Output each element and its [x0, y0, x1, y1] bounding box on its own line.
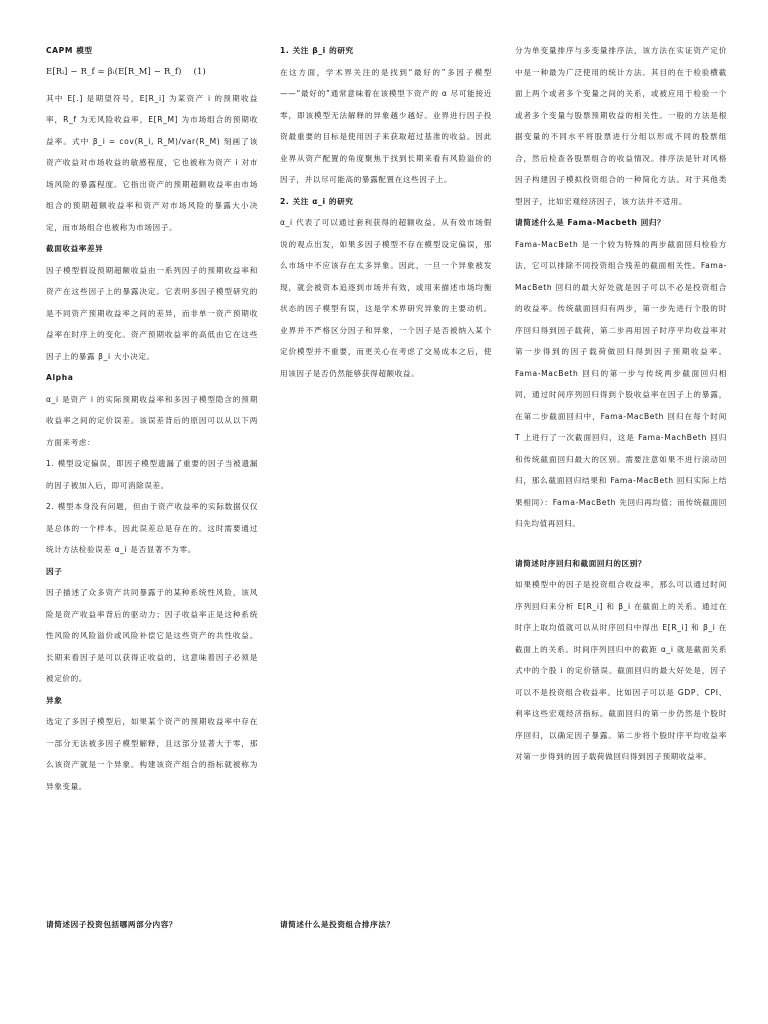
alpha-heading: Alpha [46, 373, 74, 382]
regression-difference-description: 如果模型中的因子是投资组合收益率，那么可以通过时间序列回归来分析 E[R_i] 和 β_i 在截面上的关系。通过在时序上取均值就可以从时序回归中得出 E[R_i] 和 β_i 在截面上的关系。时间序列回归中的截距 α_i 就是截面关系式中的个股 i 的定价错误。截面回归的最大好处是，因子可以不是投资组合收益率。比如因子可以是 GDP、CPI、利率这些宏观经济指标。截面回归的第一步仍然是个股时序回归，以确定因子暴露。第二步将个股时序平均收益率对第一步得到的因子载荷做回归得到因子预期收益率。 [515, 580, 727, 761]
sorting-method-description: 分为单变量排序与多变量排序法，该方法在实证资产定价中是一种最为广泛使用的统计方法。其目的在于检验横截面上两个或者多个变量之间的关系，或被应用于检验一个或者多个变量与股票预期收益的相关性。一般的方法是根据变量的不同水平将股票进行分组以形成不同的股票组合，然后检查各股票组合的收益情况。排序法是针对风格因子构建因子模拟投资组合的一种简化方法。对于其他类型因子，比如宏观经济因子，该方法并不适用。 [515, 46, 727, 206]
cross-section-description: 因子模型假设预期超额收益由一系列因子的预期收益率和资产在这些因子上的暴露决定。它表明多因子模型研究的是不同资产预期收益率之间的差异，而非单一资产预期收益率在时序上的变化。资产预期收益率的高低由它在这些因子上的暴露 β_i 大小决定。 [46, 265, 258, 361]
fama-macbeth-heading: 请简述什么是 Fama-Macbeth 回归？ [515, 218, 666, 227]
column-left [46, 40, 258, 797]
capm-formula-number: (1) [193, 65, 206, 76]
capm-description: 其中 E[.] 是期望符号，E[R_i] 为某资产 i 的预期收益率，R_f 为无风险收益率，E[R_M] 为市场组合的预期收益率。式中 β_i = cov(R_i, R_M)/var(R_M) 刻画了该资产收益对市场收益的敏感程度，它也被称为资产 i 对市场风险的暴露程度。它指出资产的预期超额收益率由市场组合的预期超额收益率和资产对市场风险的暴露大小决定，而市场组合也被称为市场因子。 [46, 93, 258, 232]
question-portfolio-sorting: 请简述什么是投资组合排序法？ [280, 920, 395, 929]
cross-section-heading: 截面收益率差异 [46, 244, 104, 253]
alpha-description: α_i 是资产 i 的实际预期收益率和多因子模型隐含的预期收益率之间的定价误差。该误差背后的原因可以从以下两方面来考虑： [46, 394, 258, 447]
anomaly-description: 选定了多因子模型后，如果某个资产的预期收益率中存在一部分无法被多因子模型解释，且这部分显著大于零，那么该资产就是一个异象。构建该资产组合的指标就被称为异象变量。 [46, 717, 258, 791]
beta-research-description: 在这方面，学术界关注的是找到“最好的”多因子模型 ——“最好的”通常意味着在该模型下资产的 α 尽可能接近零，即该模型无法解释的异象越少越好。业界进行因子投资最重要的目标是使用因子来获取超过基准的收益。因此业界从资产配置的角度聚焦于找到长期来看有风险溢价的因子，并以尽可能高的暴露配置在这些因子上。 [280, 67, 492, 184]
factor-description: 因子描述了众多资产共同暴露于的某种系统性风险，该风险是资产收益率背后的驱动力；因子收益率正是这种系统性风险的风险溢价或风险补偿它是这些资产的共性收益。长期来看因子是可以获得正收益的，这意味着因子必须是被定价的。 [46, 588, 258, 683]
anomaly-heading: 异象 [46, 695, 63, 705]
alpha-research-heading: 2. 关注 α_i 的研究 [280, 196, 354, 206]
regression-difference-heading: 请简述时序回归和截面回归的区别？ [515, 558, 647, 568]
column-middle [280, 40, 492, 384]
column-right [515, 40, 727, 768]
capm-formula [46, 62, 206, 80]
alpha-point-2: 2. 模型本身没有问题，但由于资产收益率的实际数据仅仅是总体的一个样本，因此误差总是存在的。这时需要通过统计方法检验误差 α_i 是否显著不为零。 [46, 502, 258, 554]
capm-heading: CAPM 模型 [46, 46, 93, 55]
alpha-research-description: α_i 代表了可以通过套利获得的超额收益。从有效市场假说的观点出发，如果多因子模型不存在模型设定偏误，那么市场中不应该存在太多异象。因此，一旦一个异象被发现，就会被资本追逐到市场并有效，或用来描述市场均衡状态的因子模型有误，这是学术界研究异象的主要动机。业界并不严格区分因子和异象，一个因子是否被纳入某个定价模型并不重要，而更关心在考虑了交易成本之后，使用该因子是否仍然能够获得超额收益。 [280, 218, 492, 378]
beta-research-heading: 1. 关注 β_i 的研究 [280, 46, 354, 55]
question-factor-investing: 请简述因子投资包括哪两部分内容？ [46, 920, 178, 929]
capm-formula-expression: E[Rᵢ] − R_f = βᵢ(E[R_M] − R_f) [46, 65, 182, 76]
fama-macbeth-description: Fama-MacBeth 是一个较为特殊的两步截面回归检验方法，它可以排除不同投资组合残差的截面相关性。Fama-MacBeth 回归的最大好处就是因子可以不必是投资组合的收益率。传统截面回归有两步，第一步先进行个股的时序回归得到因子载荷，第二步再用因子时序平均收益率对第一步得到的因子载荷做回归得到因子预期收益率。Fama-MacBeth 回归的第一步与传统两步截面回归相同，通过时间序列回归得到个股收益率在因子上的暴露，在第二步截面回归中，Fama-MacBeth 回归在每个时间 T 上进行了一次截面回归，这是 Fama-MachBeth 回归和传统截面回归最大的区别。需要注意如果不进行滚动回归，那么截面回归结果和 Fama-MacBeth 回归实际上结果相同）：Fama-MacBeth 先回归再均值；而传统截面回归先均值再回归。 [515, 239, 727, 528]
alpha-point-1: 1. 模型设定偏误，即因子模型遗漏了重要的因子当被遗漏的因子被加入后，即可消除误差。 [46, 459, 258, 490]
factor-heading: 因子 [46, 566, 63, 576]
